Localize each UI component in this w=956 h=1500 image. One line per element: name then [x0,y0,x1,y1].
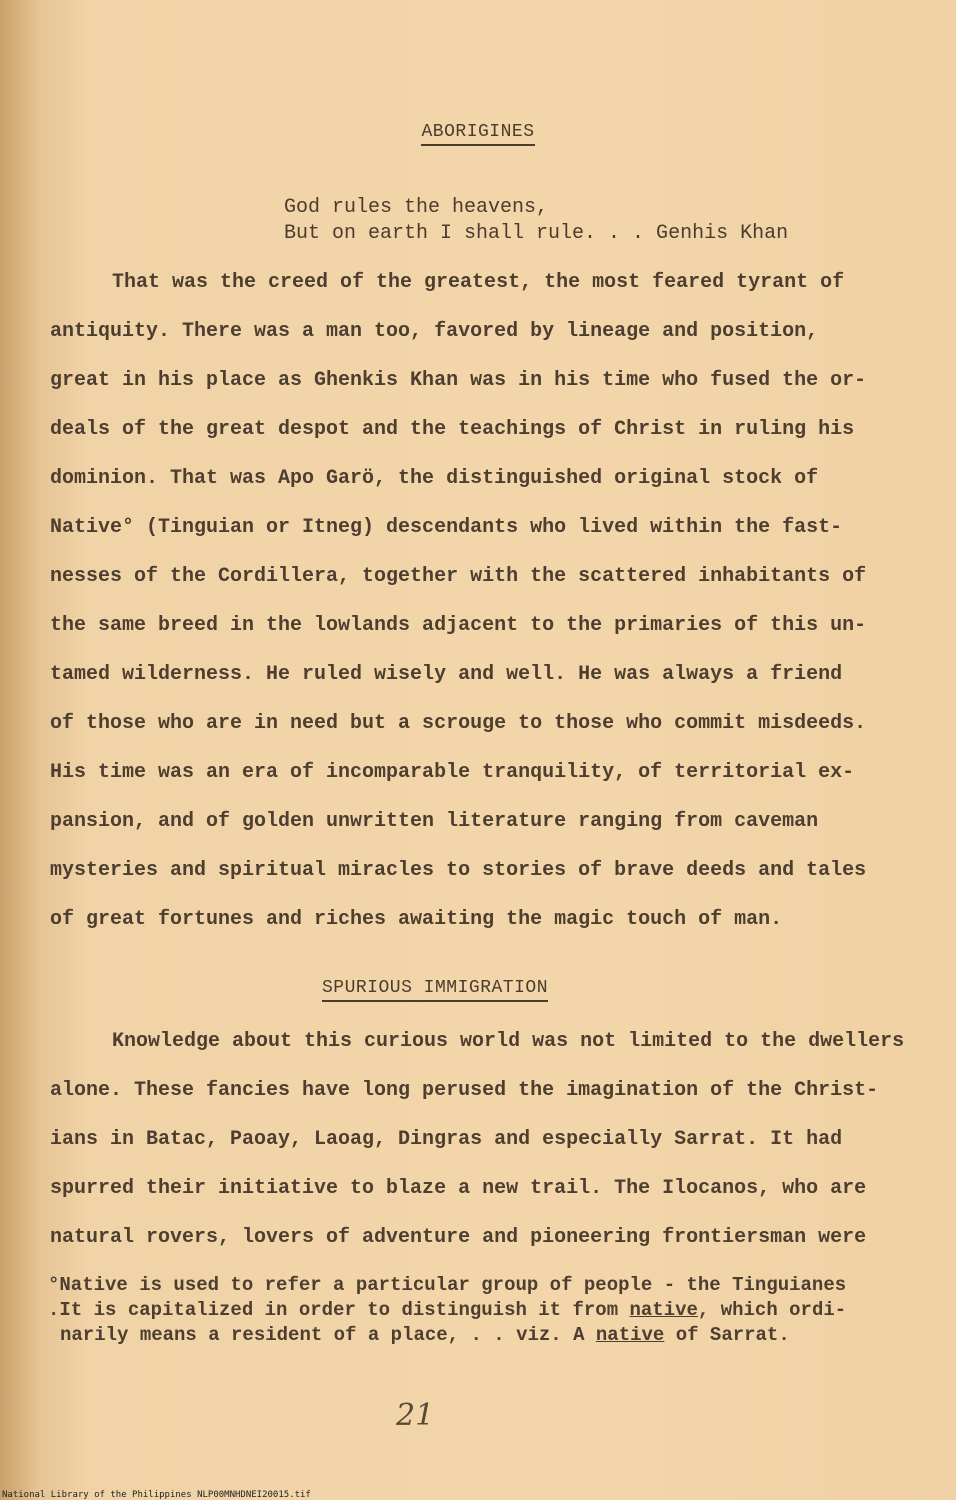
text-line: the same breed in the lowlands adjacent to the primaries of this un- [50,614,867,637]
text-line: alone. These fancies have long perused the imagination of the Christ- [50,1079,879,1102]
heading-aborigines: ABORIGINES [0,122,956,142]
text-line: pansion, and of golden unwritten literature ranging from caveman [50,810,819,833]
page-number: 21 [396,1398,435,1433]
paragraph-aborigines [50,268,910,954]
text-line: Knowledge about this curious world was not limited to the dwellers [112,1030,905,1053]
epigraph-line-1: God rules the heavens, [284,196,549,219]
text-line: tamed wilderness. He ruled wisely and well. He was always a friend [50,663,843,686]
footnote-line-2: .It is capitalized in order to distinguish it from native, which ordi- [48,1299,847,1321]
text-line: of great fortunes and riches awaiting the magic touch of man. [50,908,783,931]
heading-spurious-immigration: SPURIOUS IMMIGRATION [0,978,870,998]
paragraph-spurious-immigration [50,1027,910,1272]
footnote-line-3: narily means a resident of a place, . . viz. A native of Sarrat. [60,1324,790,1346]
text-line: of those who are in need but a scrouge to those who commit misdeeds. [50,712,867,735]
text-line: nesses of the Cordillera, together with the scattered inhabitants of [50,565,867,588]
text-line: spurred their initiative to blaze a new trail. The Ilocanos, who are [50,1177,867,1200]
text-line: mysteries and spiritual miracles to stories of brave deeds and tales [50,859,867,882]
text-line: antiquity. There was a man too, favored by lineage and position, [50,320,819,343]
text-line: dominion. That was Apo Garö, the distinguished original stock of [50,467,819,490]
archive-footer: National Library of the Philippines NLP00MNHDNEI20015.tif [2,1490,311,1500]
footnote [48,1273,928,1348]
text-line: natural rovers, lovers of adventure and pioneering frontiersman were [50,1226,867,1249]
epigraph-line-2: But on earth I shall rule. . . Genhis Khan [284,222,789,245]
text-line: That was the creed of the greatest, the most feared tyrant of [112,271,845,294]
footnote-line-1: °Native is used to refer a particular group of people - the Tinguianes [48,1274,847,1296]
text-line: His time was an era of incomparable tranquility, of territorial ex- [50,761,855,784]
text-line: ians in Batac, Paoay, Laoag, Dingras and especially Sarrat. It had [50,1128,843,1151]
text-line: Native° (Tinguian or Itneg) descendants who lived within the fast- [50,516,843,539]
text-line: great in his place as Ghenkis Khan was in his time who fused the or- [50,369,867,392]
text-line: deals of the great despot and the teachings of Christ in ruling his [50,418,855,441]
